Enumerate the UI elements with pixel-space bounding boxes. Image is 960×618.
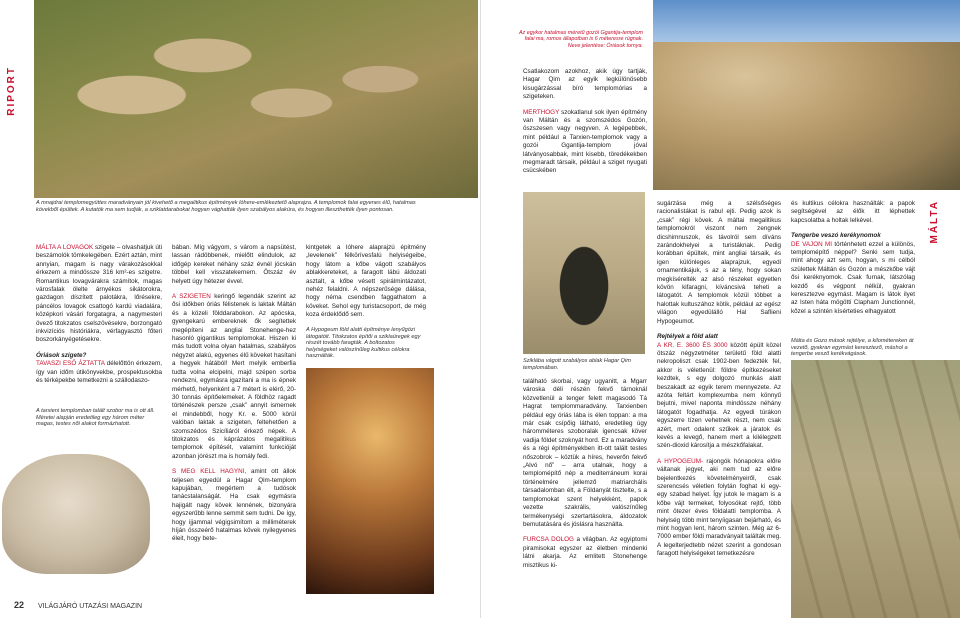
column-5: sugárzása még a szélsőséges racionalistákat is rabul ejti. Pedig azok is „csak” régi kövek. A máltai megalitikus templomokról viszont nem zengnek dicshimnuszok, és távolról sem díváns zarándokhelyei a turistáknak. Pedig korábban épültek, mint angliai társaik, és igen különleges alaprajzuk, egyedi ornamentikájuk, s az a tény, hogy sokan megkísérelték az alsó részeket egyetlen kövön kifaragni, kíváncsivá teheti a látogatót. A templomok közül többet a halottak kultuszához kötik, például az egész világon egyedülálló Hal Saflieni Hypogeumot. Rejtélyek a föld alatt A KR. E. 3600 ÉS 3000 között épült közel ötszáz négyzetméter területű föld alatti nekropoliszt csak 1902-ben fedezték fel, akkor is véletlenül: földre építkezéseket kezdtek, s egy dolgozó munkás alatt beszakadt az egyik terem mennyezete. Az azóta feltárt komplexumba nem könnyű bejutni, mivel naponta mindössze néhány látogatót fogadhatja. Az egyedi túrákon egyszerre tízen vehetnek részt, nem csak azért, mert odalent szűkek a járatok és kevés a levegő, hanem mert a kilélegzett szén-dioxid károsítja a mészkőfalakat. A HYPOGEUM- rajongók hónapokra előre váltanak jegyet, aki nem tud az előre bejelentkezés követelményeiről, csak szerencsés véletlen folytán foghat ki egy-egy szabad helyet. Így jutok le magam is a kőbe vájt termeket, folyosókat rejtő, több mint ötezer éves földalatti templomba. A helyiség több mint tenyíigasan bejárható, és mint hogyan lent, három szinten. Még az 6-7000 ember földi maradványait találták meg. A legelterjedtebb nézet szerint a gondosan faragott helyiségeket temetkezésre — [657, 200, 782, 558]
subhead-tengerbe: Tengerbe veszó kerékynomok — [791, 232, 881, 240]
lead-a-szigeten: A SZIGETEN — [172, 293, 211, 301]
aerial-temple-photo — [34, 0, 478, 198]
column-top-right: Csatlakozom azokhoz, akik úgy tartják, Hagar Qim az egyik legkülönösebb kisugárzással bíró templomórias a szigeteken. MERTHOGY szokatlanul sok ilyen építmény van Máltán és a szomszédos Gozón, öszszesen vagy negyven. A legépebbek, mint például a Tarxien-templomok vagy a gozói Ggantija-templom jóval látványosabbak, mint kisebb, töredékekben megmaradt társaik, például a sziget nyugati csücskében — [523, 68, 647, 175]
subhead-oriasok: Óriások szigete? — [36, 351, 87, 359]
page-number: 22 — [14, 600, 25, 610]
window-photo — [523, 192, 645, 354]
column-2: bában. Míg vágyom, s várom a napsütést, lassan rádöbbenek, mielőtt elindulok, az időgép kereket néhány száz évnél jócskán többel kell visszatekernem. Ötszáz év helyett úgy hétezer évvel. A SZIGETEN keringő legendák szerint az ősi időkben óriás félistenek is laktak Máltán és a közeli földdarabokon. Az apócska, gyengekarú embereknek ők segítettek megépíteni az angliai Stonehenge-hez hasonló gigantikus templomokat. Hiszen ki más tudott volna olyan hatalmas, szabályos négyzet alakú, egyenes élű köveket hasítani a hegyek hátából! Mert melyik emberfia tudta volna elcipelni, majd szépen sorba rendezni, egymásra igazítani a ma is épnek mérhető, helyenként a 7 métert is elérő, 20-30 tonnás építőelemeket. A földhöz ragadt történészek persze „csak” annyit ismernek el mindebből, hogy Kr. e. 5000 körül valóban laktak a szigeten, feltehetően a szomszédos Szicíliáról érkező népek. A titokzatos és káprázatos megalitikus templomok építését, valamint funkcióját azonban jórészt ma is homály fedi. S MEG KELL HAGYNI, amint ott állok teljesen egyedül a Hagar Qim-templom kapujában, megértem a tudósok tanácstalanságát. Ha csak egymásra hajigált nagy kövek lennének, bizonyára egyszerűbb lenne semmit sem tudni. De így, hogy ijjammal végigsimítom a milliméterek híján összeérő hatalmas kövek nyilegyenes éleit, hogy bete- — [172, 244, 296, 543]
hypogeum-photo — [306, 368, 434, 594]
lead-merthogy: MERTHOGY — [523, 108, 560, 116]
column-3: kintgetek a lóhere alaprajzú épitmény „levelenek” félkörívesfalú helyiségeibe, hogy látom a kőbe vágott szabályos ablakkereteket, a faragott lábú áldozati asztalt, a kőbe vésett spirálmintázatot, nehéz felaldni. A népszerűsége dálása, hogy néma csendben faggathatom a köveket. Sehol egy turistacsoport, de még koza érdeklődő sem. — [306, 244, 426, 319]
column-1: MÁLTA A LOVAGOK szigete – olvashatjuk úti beszámolók tömkelegében. Ezért aztán, mint annyian, magam is nagy várakozásokkal érkezem a mindössze 316 km²-es szigetre. Romantikus lovagvárakra számítok, magas városfalak ölelte árnyékos sikátorokra, gazdagon díszített palotákra, lőrésekre, páncélos lovagok csattogó kardú viadalára, középkori vásári forgatagra, a nagymesteri övező titokzatos cselszövésekre, borzongató inkvizíciós históriákra, vérfagyasztó főteri boszorkányégetésekre. Óriások szigete? TAVASZI ESŐ ÁZTATTA délelőttön érkezem, így van időm útikönyvekbe, prospektusokba és térképekbe temetkezni a szállodaszo- — [36, 244, 163, 385]
aerial-caption: A mnajdrai templomegyüttes maradványain jól kivehető a megalitikus építmények lóhere-emlékeztető alaprajza. A templomok falai egyenes élű, hatalmas kövekből épültek. A kutatók ma sem tudják, a sziklatdarabokat hogyan vághatták ilyen szabályos alakúra, és hogyan illeszthették ilyen pontosan. — [36, 200, 416, 213]
window-caption: Sziklába vágott szabályos ablak Hagar Qim templomában. — [523, 358, 631, 371]
figurine-caption: A tarxieni templomban talált szobor ma is ott áll. Méretei alapján eredetileg egy három méter magas, testes női alakot formázhatott. — [36, 408, 155, 428]
country-tag: MÁLTA — [929, 200, 940, 244]
lead-furcsa: FURCSA DOLOG — [523, 536, 574, 544]
sky-area — [653, 0, 960, 42]
figurine-photo — [2, 454, 150, 574]
right-page — [480, 0, 960, 618]
lead-tavaszi: TAVASZI ESŐ ÁZTATTA — [36, 360, 105, 368]
hypogeum-caption: A Hypogeum föld alatti építménye lenyűgözi látogatóit. Titokzatos építői a sziklaüregek egy részét tovább faragták. A boltozatos helyiségeket valószínűleg kultikus célokra használták. — [306, 327, 421, 360]
lead-kr-e: A KR. E. 3600 ÉS 3000 — [657, 341, 728, 349]
lead-de-vajon: DE VAJON MI — [791, 240, 833, 248]
top-right-caption: Az egykor hatalmas méretű gozói Ggantija-templom falai ma, romos állapotban is 6 méteresre rúgnak. Neve jelentése: Óriások tornya. — [518, 30, 643, 49]
lead-hypogeum: A HYPOGEUM- — [657, 457, 704, 465]
column-6: és kultikus célokra használták: a papok segítségével az élők itt léphettek kapcsolatba a holtak lelkével. Tengerbe veszó kerékynomok DE VAJON MI történhetett ezzel a különös, templomépítő néppel? Senki sem tudja, mint ahogy azt sem, hogyan, s mi célból születtek Máltán és Gozón a mészkőbe vájt ősi keréknyomok. Csak furnak, látszólag kezdő és végpont nélkül, gyakran keresztezve egymást. Magam is látok ilyet az Isten háta mögötti Clapham Junctionnél, kőzel a szintén kísérteties elhagyatott — [791, 200, 916, 315]
section-tag: RIPORT — [6, 66, 17, 116]
cart-ruts-caption: Málta és Gozo mások rejtélye, a kilométereken át vezető, gyakran egymást keresztező, máshol a tengerbe vesző kerékvágások. — [791, 338, 914, 358]
magazine-name: VILÁGJÁRÓ UTAZÁSI MAGAZIN — [37, 603, 143, 610]
lead-malta: MÁLTA A LOVAGOK — [36, 244, 94, 251]
column-4: található skorbai, vagy ugyanitt, a Mgarr városka déli részén fekvő tárnoknál közvetlenül a tenger felett magasodó Tá Hagrat templommaradvány. Tarxienben például egy óriás lába is élen toppan: a ma már csak csípőig látható, eredetileg úgy háromméteres szoboralak igencsak köver vadija földet szoknyát hord. Ez a maradvány és a régi építményekben itt-ott talált testes nőszobrok – köztük a híres, heverőn fekvő „Alvó nő” – arra utalnak, hogy a templomépítő nép a mediterráneum korai történelmére jellemző matriarchális társadalomban élt, a Földanyát tisztelte, s a templomokat szent helyekként, papok vezette szakrális, valószínűleg termékenységi szertartásokra, áldozatok bemutatására és jóslásra használta. FURCSA DOLOG a világban. Az egyiptomi piramisokat egyszer az életben mindenki látni akarja. Az emlitett Stonehenge misztikus ki- — [523, 378, 647, 569]
cart-ruts-photo — [791, 360, 960, 618]
folio — [14, 600, 142, 610]
subhead-rejtelyek: Rejtélyek a föld alatt — [657, 333, 718, 341]
lead-s-meg: S MEG KELL HAGYNI, — [172, 468, 247, 476]
ggantija-temple-photo — [653, 0, 960, 190]
